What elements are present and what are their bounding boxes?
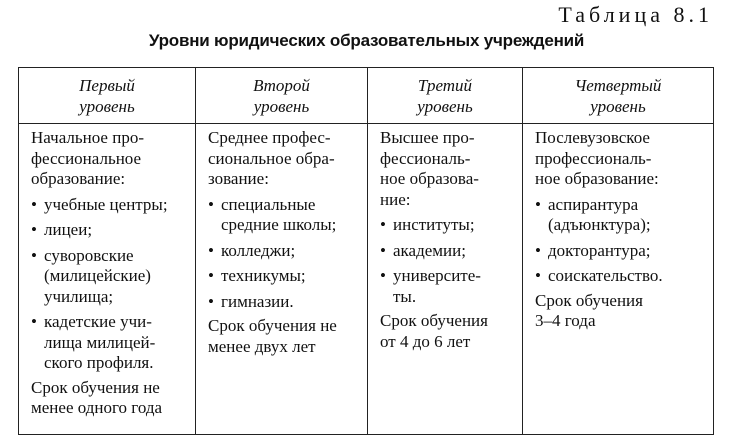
header-first-level: Первый уровень bbox=[19, 68, 196, 124]
level-intro: Среднее профес- сиональное обра- зование: bbox=[208, 128, 335, 188]
list-item: • учебные центры; bbox=[31, 195, 191, 216]
list-item: • соискательство. bbox=[535, 266, 709, 287]
institution-list bbox=[31, 195, 191, 374]
list-item: • суворовские (милицейские) училища; bbox=[31, 246, 191, 308]
level-intro: Начальное про- фессиональное образование: bbox=[31, 128, 144, 188]
header-second-level: Второй уровень bbox=[196, 68, 368, 124]
table-title: Уровни юридических образовательных учреждений bbox=[148, 31, 585, 50]
header-third-level: Третий уровень bbox=[368, 68, 523, 124]
list-item: • докторантура; bbox=[535, 241, 709, 262]
study-duration: Срок обучения не менее одного года bbox=[31, 377, 163, 417]
institution-list bbox=[208, 195, 363, 313]
cell-third-level bbox=[368, 124, 523, 434]
cell-first-level bbox=[19, 124, 196, 434]
list-item: • университе- ты. bbox=[380, 266, 518, 307]
level-intro: Высшее про- фессиональ- ное образова- ние: bbox=[380, 128, 479, 209]
list-item: • лицеи; bbox=[31, 220, 191, 241]
list-item: • техникумы; bbox=[208, 266, 363, 287]
cell-second-level bbox=[196, 124, 368, 434]
list-item: • институты; bbox=[380, 215, 518, 236]
study-duration: Срок обучения 3–4 года bbox=[535, 290, 643, 330]
institution-list bbox=[380, 215, 518, 307]
levels-table bbox=[18, 67, 714, 435]
cell-fourth-level bbox=[523, 124, 713, 434]
list-item: • специальные средние школы; bbox=[208, 195, 363, 236]
list-item: • кадетские учи- лища милицей- ского профиля. bbox=[31, 312, 191, 374]
list-item: • колледжи; bbox=[208, 241, 363, 262]
study-duration: Срок обучения не менее двух лет bbox=[208, 316, 337, 356]
level-intro: Послевузовское профессиональ- ное образование: bbox=[535, 128, 659, 188]
list-item: • академии; bbox=[380, 241, 518, 262]
list-item: • гимназии. bbox=[208, 292, 363, 313]
table-number: Таблица 8.1 bbox=[558, 2, 713, 27]
list-item: • аспирантура (адъюнктура); bbox=[535, 195, 709, 236]
institution-list bbox=[535, 195, 709, 287]
study-duration: Срок обучения от 4 до 6 лет bbox=[380, 311, 488, 351]
header-fourth-level: Четвертый уровень bbox=[523, 68, 713, 124]
